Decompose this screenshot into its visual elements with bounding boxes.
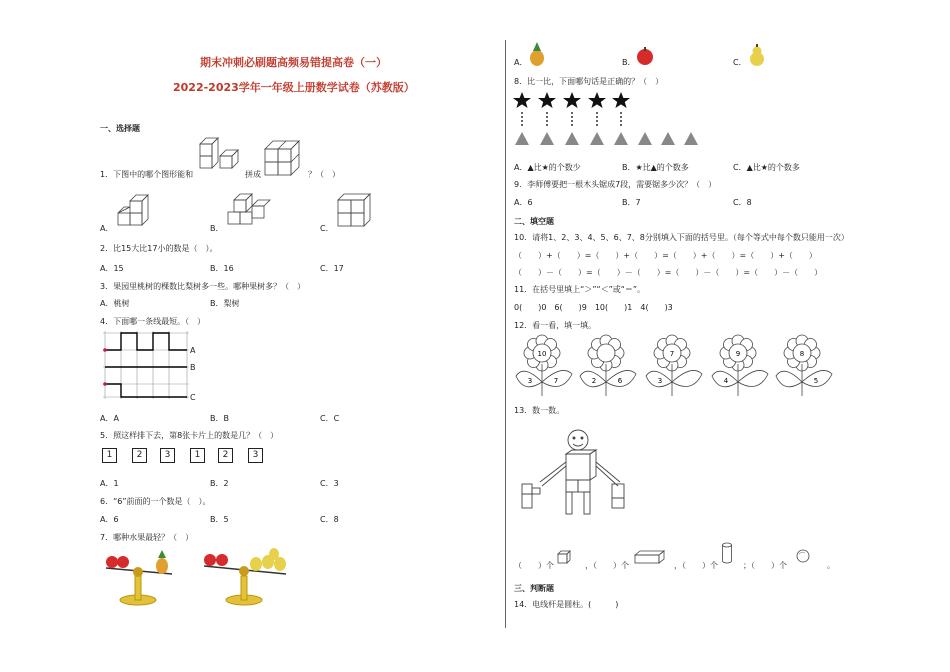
q13-answer-1[interactable]: （ ）个: [514, 561, 554, 570]
q7-option-c[interactable]: C．: [733, 58, 747, 67]
q5-option-a[interactable]: A．1: [100, 479, 119, 488]
q13-answer-3[interactable]: ，（ ）个: [674, 561, 718, 570]
q10-row-plus[interactable]: （ ）+（ ）=（ ）+（ ）=（ ）+（ ）=（ ）+（ ）: [514, 251, 817, 260]
flower: [514, 336, 578, 398]
q1-shape-given: [198, 136, 240, 172]
q5-card: 2: [132, 448, 147, 463]
section-fill: 二、填空题: [514, 217, 554, 226]
q5-option-b[interactable]: B．2: [210, 479, 229, 488]
q5-card: 1: [190, 448, 205, 463]
q4-option-b[interactable]: B．B: [210, 414, 229, 423]
q10-row-minus[interactable]: （ ）－（ ）=（ ）－（ ）=（ ）－（ ）=（ ）－（ ）: [514, 268, 823, 277]
q6-text: 6．“6”前面的一个数是（ ）。: [100, 497, 211, 506]
apple-icon: [636, 47, 654, 65]
q13-answer-2[interactable]: ，（ ）个: [585, 561, 629, 570]
q4-option-c[interactable]: C．C: [320, 414, 340, 423]
flower: [710, 336, 774, 398]
q4-label-a: A: [190, 346, 196, 355]
q1-shape-target: [263, 135, 307, 177]
cube-icon: [557, 550, 571, 564]
column-divider: [505, 40, 506, 628]
flower-top-number: 7: [669, 350, 675, 358]
q14-text: 14．电线杆是圆柱。( ): [514, 600, 619, 609]
q5-card: 3: [248, 448, 263, 463]
q1-option-a[interactable]: A．: [100, 224, 114, 233]
q1-shape-c: [336, 192, 374, 228]
q2-option-c[interactable]: C．17: [320, 264, 344, 273]
q8-option-a[interactable]: A．▲比★的个数少: [514, 163, 581, 172]
q13-answer-4[interactable]: ；（ ）个: [743, 561, 787, 570]
q2-text: 2．比15大比17小的数是（ ）。: [100, 244, 218, 253]
q7-option-b[interactable]: B．: [622, 58, 636, 67]
q9-option-c[interactable]: C．8: [733, 198, 752, 207]
q13-robot-figure: [520, 428, 650, 518]
q13-answer-end: 。: [827, 561, 835, 570]
q10-text: 10．请将1、2、3、4、5、6、7、8分别填入下面的括号里。（每个等式中每个数只能用一次）: [514, 233, 849, 242]
q8-text: 8．比一比，下面哪句话是正确的？（ ）: [514, 77, 664, 86]
q1-option-b[interactable]: B．: [210, 224, 224, 233]
flower-top-number: 8: [799, 350, 805, 358]
q4-text: 4．下面哪一条线最短。（ ）: [100, 317, 206, 326]
q5-text: 5．照这样排下去，第8张卡片上的数是几？（ ）: [100, 431, 279, 440]
flower-left-number: 3: [657, 377, 663, 385]
cuboid-icon: [634, 550, 666, 564]
section-choice: 一、选择题: [100, 124, 140, 133]
q12-text: 12．看一看，填一填。: [514, 321, 597, 330]
flower-right-number: 6: [617, 377, 623, 385]
q5-option-c[interactable]: C．3: [320, 479, 339, 488]
q2-option-a[interactable]: A．15: [100, 264, 124, 273]
flower-left-number: 4: [723, 377, 729, 385]
flower-top-number: 10: [537, 350, 547, 358]
cylinder-icon: [721, 542, 733, 564]
flower-left-number: 3: [527, 377, 533, 385]
page-title-2: 2022-2023学年一年级上册数学试卷（苏教版）: [173, 81, 415, 94]
q7-text: 7．哪种水果最轻？（ ）: [100, 533, 194, 542]
flower: [774, 336, 838, 398]
pear-icon: [748, 44, 766, 66]
q9-option-a[interactable]: A．6: [514, 198, 533, 207]
q1-shape-b: [226, 186, 270, 228]
q4-label-b: B: [190, 363, 196, 372]
q7-option-a[interactable]: A．: [514, 58, 528, 67]
q1-shape-a: [116, 193, 154, 229]
flower: [644, 336, 708, 398]
q6-option-c[interactable]: C．8: [320, 515, 339, 524]
flower-left-number: 2: [591, 377, 597, 385]
q5-card: 2: [218, 448, 233, 463]
sphere-icon: [796, 549, 810, 563]
flower-top-number: 9: [735, 350, 741, 358]
q4-label-c: C: [190, 393, 196, 402]
q8-option-b[interactable]: B．★比▲的个数多: [622, 163, 689, 172]
q2-option-b[interactable]: B．16: [210, 264, 234, 273]
page-title-1: 期末冲刺必刷题高频易错提高卷（一）: [200, 56, 387, 69]
q6-option-b[interactable]: B．5: [210, 515, 229, 524]
q3-option-a[interactable]: A．桃树: [100, 299, 130, 308]
q13-text: 13．数一数。: [514, 406, 565, 415]
q8-stars-triangles: [514, 92, 704, 150]
flower: [578, 336, 642, 398]
q7-scale-2: [200, 546, 292, 606]
q6-option-a[interactable]: A．6: [100, 515, 119, 524]
q5-card: 1: [102, 448, 117, 463]
q5-card: 3: [160, 448, 175, 463]
q9-text: 9．李师傅要把一根木头锯成7段，需要锯多少次？（ ）: [514, 180, 717, 189]
flower-right-number: 5: [813, 377, 819, 385]
q9-option-b[interactable]: B．7: [622, 198, 641, 207]
q7-scale-1: [100, 548, 180, 606]
q11-text: 11．在括号里填上“＞”“＜”或“＝”。: [514, 285, 646, 294]
q1-end: ？（ ）: [308, 170, 340, 179]
pineapple-icon: [528, 42, 546, 66]
section-judge: 三、判断题: [514, 584, 554, 593]
q3-text: 3．果园里桃树的棵数比梨树多一些。哪种果树多？（ ）: [100, 282, 306, 291]
q4-option-a[interactable]: A．A: [100, 414, 119, 423]
q4-grid-lines: [103, 331, 198, 403]
q3-option-b[interactable]: B．梨树: [210, 299, 240, 308]
q1-mid: 拼成: [245, 170, 261, 179]
q1-option-c[interactable]: C．: [320, 224, 334, 233]
flower-right-number: 7: [553, 377, 559, 385]
q8-option-c[interactable]: C．▲比★的个数多: [733, 163, 800, 172]
q11-row[interactable]: 0( )0 6( )9 10( )1 4( )3: [514, 303, 673, 312]
q1-text: 1．下图中的哪个图形能和: [100, 170, 194, 179]
